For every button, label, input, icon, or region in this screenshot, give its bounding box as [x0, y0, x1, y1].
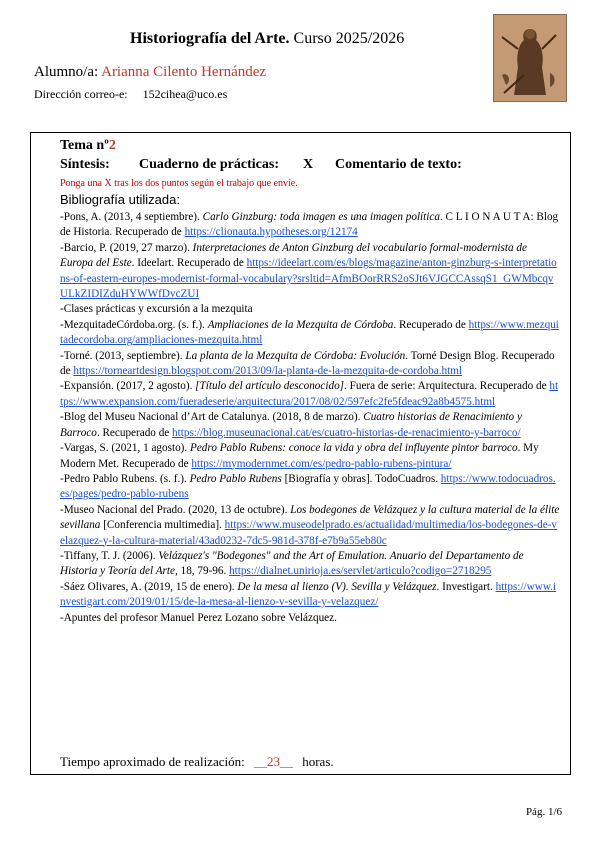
entry-author: -Expansión. (2017, 2 agosto). [60, 380, 196, 393]
bibliography-title: Bibliografía utilizada: [60, 192, 180, 207]
bibliography-entry [60, 210, 560, 241]
entry-link[interactable]: https://torneartdesign.blogspot.com/2013/09/la-planta-de-la-mezquita-de-cordoba.html [73, 365, 463, 378]
entry-author: -MezquitadeCórdoba.org. (s. f.). [60, 318, 208, 331]
entry-author: -Tiffany, T. J. (2006). [60, 549, 159, 562]
sintesis-label: Síntesis: [60, 157, 110, 172]
entry-title: Los bodegones de Velázquez y la cultura material de la élite sevillana [60, 503, 560, 532]
entry-source: [Conferencia multimedia]. [100, 519, 225, 532]
entry-link[interactable]: https://www.mezquitadecordoba.org/ampliaciones-mezquita.html [60, 318, 559, 347]
entry-title: La planta de la Mezquita de Córdoba: Evolución [185, 349, 406, 362]
entry-source: . C L I O N A U T A: Blog de Historia. Recuperado de [60, 211, 559, 239]
entry-source: [Biografía y obras]. TodoCuadros. [281, 472, 441, 485]
entry-link[interactable]: https://www.expansion.com/fueradeserie/arquitectura/2017/08/02/597efc2fe5fdeac92a8b4575.html [60, 380, 559, 408]
course-name: Historiografía del Arte. [130, 30, 290, 47]
cuaderno-mark: X [303, 157, 314, 172]
bibliography-entry [60, 611, 560, 626]
entry-title: Velázquez's "Bodegones" and the Art of Emulation. Anuario del Departamento de Historia y Teoría del Arte [60, 549, 524, 578]
entry-author: -Pons, A. (2013, 4 septiembre). [60, 211, 203, 223]
tema-number: 2 [108, 138, 116, 153]
bibliography-entry [60, 379, 560, 410]
time-line [60, 754, 334, 770]
bibliography-list [60, 210, 560, 626]
cuaderno-label: Cuaderno de prácticas: [139, 157, 279, 172]
entry-link[interactable]: https://mymodernmet.com/es/pedro-pablo-rubens-pintura/ [191, 457, 452, 470]
email-value: 152cihea@uco.es [142, 87, 228, 101]
bibliography-entry [60, 580, 560, 611]
email-label: Dirección correo-e: [34, 87, 128, 101]
entry-link[interactable]: https://www.museodelprado.es/actualidad/multimedia/los-bodegones-de-velazquez-y-la-cultura-material/43ad0232-7dc5-981d-378f-e7b9a55eb80c [60, 519, 558, 547]
entry-link[interactable]: https://www.todocuadros.es/pages/pedro-pablo-rubens [60, 472, 556, 501]
bibliography-entry [60, 349, 560, 380]
time-unit: horas. [302, 754, 334, 769]
entry-author: -Museo Nacional del Prado. (2020, 13 de octubre). [60, 503, 291, 516]
entry-source: . Recuperado de [393, 318, 469, 331]
entry-author: -Clases prácticas y excursión a la mezquita [60, 303, 253, 316]
entry-source: . Recuperado de [96, 426, 173, 439]
tema-line [60, 138, 116, 154]
course-year: Curso 2025/2026 [293, 30, 405, 47]
entry-author: -Sáez Olivares, A. (2019, 15 de enero). [60, 580, 238, 593]
time-value: __23__ [253, 754, 293, 769]
entry-link[interactable]: https://clionauta.hypotheses.org/12174 [184, 226, 358, 239]
entry-author: -Pedro Pablo Rubens. (s. f.). [60, 472, 190, 485]
bibliography-entry [60, 241, 560, 303]
page-number: Pág. 1/6 [525, 806, 562, 818]
document-title [130, 30, 404, 48]
bibliography-entry [60, 410, 560, 441]
student-line [34, 64, 266, 81]
entry-source: . Fuera de serie: Arquitectura. Recuperado de [344, 380, 550, 393]
bibliography-entry [60, 549, 560, 580]
entry-title: Ampliaciones de la Mezquita de Córdoba [207, 318, 394, 331]
allegorical-figure-image [493, 14, 567, 102]
entry-title: Pedro Pablo Rubens [189, 472, 282, 485]
entry-source: . Investigart. [436, 580, 496, 593]
entry-link[interactable]: https://blog.museunacional.cat/es/cuatro-historias-de-renacimiento-y-barroco/ [172, 426, 521, 439]
entry-title: Cuatro historias de Renacimiento y Barroco [60, 411, 522, 439]
entry-source: . Ideelart. Recuperado de [131, 257, 247, 270]
entry-title: De la mesa al lienzo (V). Sevilla y Velázquez [237, 580, 437, 593]
bibliography-entry [60, 441, 560, 472]
entry-source: . My Modern Met. Recuperado de [60, 442, 539, 470]
time-label: Tiempo aproximado de realización: [60, 754, 245, 769]
bibliography-entry [60, 302, 560, 317]
tema-label: Tema nº [60, 138, 109, 153]
bibliography-entry [60, 503, 560, 549]
instruction-note: Ponga una X tras los dos puntos según el trabajo que envíe. [60, 178, 298, 189]
entry-author: -Vargas, S. (2021, 1 agosto). [60, 442, 190, 455]
entry-author: -Barcio, P. (2019, 27 marzo). [60, 241, 193, 254]
comentario-label: Comentario de texto: [335, 157, 462, 172]
entry-source: , 18, 79-96. [175, 565, 230, 578]
entry-author: -Torné. (2013, septiembre). [60, 349, 186, 362]
student-label: Alumno/a: [34, 64, 99, 80]
entry-link[interactable]: https://ideelart.com/es/blogs/magazine/anton-ginzburg-s-interpretations-of-eastern-europes-modernist-formal-vocabulary?srsltid=AfmBOorRRS2oSJt6VJGCCAssqS1_GWMbcqvULkZIDIZduHYWWfDvcZUI [60, 257, 557, 301]
entry-title: Pedro Pablo Rubens: conoce la vida y obra del influyente pintor barroco [190, 442, 518, 455]
entry-author: -Blog del Museu Nacional d’Art de Catalunya. (2018, 8 de marzo). [60, 411, 364, 424]
entry-source: . Torné Design Blog. Recuperado de [60, 349, 555, 378]
entry-link[interactable]: https://dialnet.unirioja.es/servlet/articulo?codigo=2718295 [229, 565, 492, 578]
entry-title: Interpretaciones de Anton Ginzburg del vocabulario formal-modernista de Europa del Este [60, 241, 527, 270]
entry-title: Carlo Ginzburg: toda imagen es una imagen política [202, 211, 440, 223]
student-name: Arianna Cilento Hernández [101, 64, 267, 80]
bibliography-entry [60, 472, 560, 503]
email-line [34, 87, 227, 102]
entry-link[interactable]: https://www.investigart.com/2019/01/15/de-la-mesa-al-lienzo-v-sevilla-y-velazquez/ [60, 580, 557, 609]
entry-title: [Título del artículo desconocido] [195, 380, 345, 393]
entry-author: -Apuntes del profesor Manuel Perez Lozano sobre Velázquez. [60, 611, 337, 624]
bibliography-entry [60, 318, 560, 349]
